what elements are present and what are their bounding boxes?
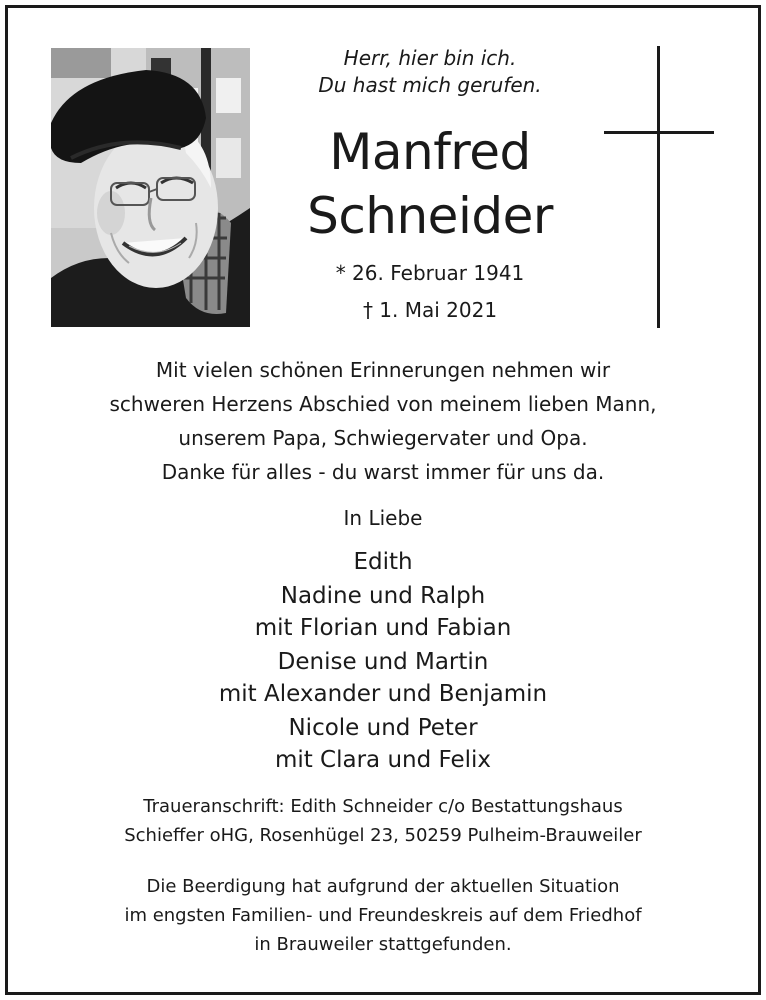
deceased-name <box>250 120 610 248</box>
quote-line-1: Herr, hier bin ich. <box>343 46 517 70</box>
spouse-name: Edith <box>353 549 413 575</box>
cross-icon <box>604 46 714 328</box>
last-name: Schneider <box>307 187 553 245</box>
funeral-line-1: Die Beerdigung hat aufgrund der aktuellen Situation <box>146 876 620 897</box>
cross-vertical-bar <box>657 46 660 328</box>
address-line-1: Traueranschrift: Edith Schneider c/o Bestattungshaus <box>143 796 623 817</box>
death-date: † 1. Mai 2021 <box>362 298 498 322</box>
family-group-1-line-1: Nadine und Ralph <box>280 583 486 609</box>
quote-line-2: Du hast mich gerufen. <box>318 73 542 97</box>
farewell-message <box>20 353 746 455</box>
funeral-notice <box>20 872 746 959</box>
family-group-2-line-2: mit Alexander und Benjamin <box>218 681 548 707</box>
family-group-1 <box>20 580 746 644</box>
life-dates <box>280 255 580 329</box>
family-group-3-line-1: Nicole und Peter <box>288 715 478 741</box>
cross-horizontal-bar <box>604 131 714 134</box>
birth-date: * 26. Februar 1941 <box>335 261 525 285</box>
bible-quote <box>270 45 590 99</box>
farewell-line-3: unserem Papa, Schwiegervater und Opa. <box>178 426 588 450</box>
in-liebe-label: In Liebe <box>343 506 423 530</box>
family-group-2-line-1: Denise und Martin <box>277 649 489 675</box>
first-name: Manfred <box>329 123 531 181</box>
funeral-line-2: im engsten Familien- und Freundeskreis auf dem Friedhof <box>124 905 642 926</box>
thanks-message: Danke für alles - du warst immer für uns da. <box>161 460 605 484</box>
family-list <box>20 546 746 778</box>
family-group-3-line-2: mit Clara und Felix <box>274 747 492 773</box>
family-group-3 <box>20 712 746 776</box>
portrait-photo <box>51 48 250 327</box>
address-line-2: Schieffer oHG, Rosenhügel 23, 50259 Pulheim-Brauweiler <box>124 825 642 846</box>
farewell-line-1: Mit vielen schönen Erinnerungen nehmen wir <box>155 358 611 382</box>
funeral-line-3: in Brauweiler stattgefunden. <box>254 934 512 955</box>
family-group-2 <box>20 646 746 710</box>
farewell-line-2: schweren Herzens Abschied von meinem lieben Mann, <box>109 392 657 416</box>
family-group-1-line-2: mit Florian und Fabian <box>254 615 512 641</box>
mourning-address <box>20 792 746 850</box>
